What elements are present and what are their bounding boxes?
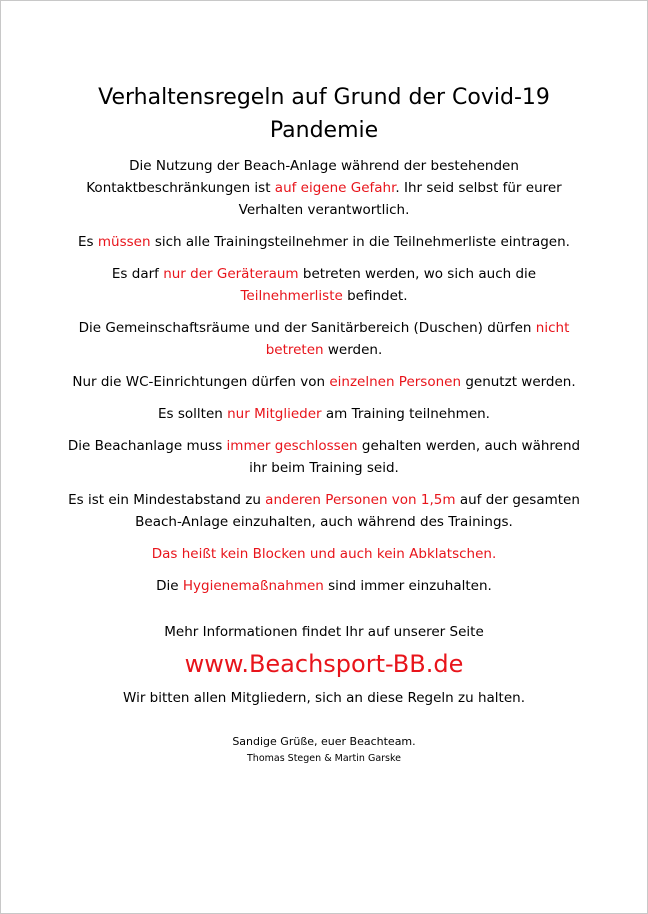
rule-text: Nur die WC-Einrichtungen dürfen von [72, 374, 330, 390]
rule-text: Die Gemeinschaftsräume und der Sanitärbereich (Duschen) dürfen [78, 320, 536, 336]
page-title [61, 81, 587, 147]
rule-text: Die Nutzung der Beach-Anlage während der bestehenden Kontaktbeschränkungen ist [86, 158, 519, 196]
rule-text: Es darf [111, 266, 164, 282]
rule-text: Die [156, 578, 183, 594]
rule-text: Es [78, 234, 98, 250]
title-line-1: Verhaltensregeln auf Grund der Covid-19 [98, 85, 550, 110]
highlighted-text: nicht betreten [265, 320, 570, 358]
closing-text: Wir bitten allen Mitgliedern, sich an diese Regeln zu halten. [123, 690, 525, 706]
title-line-2: Pandemie [269, 118, 379, 143]
rule-paragraph [61, 317, 587, 361]
rule-text: . Ihr seid selbst für eurer Verhalten verantwortlich. [238, 180, 562, 218]
highlighted-text: immer geschlossen [226, 438, 358, 454]
rule-text: genutzt werden. [461, 374, 576, 390]
rule-text: Die Beachanlage muss [67, 438, 227, 454]
highlighted-text: müssen [97, 234, 151, 250]
rules-list [61, 155, 587, 597]
rule-paragraph [61, 435, 587, 479]
highlighted-text: einzelnen Personen [329, 374, 462, 390]
rule-text: betreten werden, wo sich auch die [298, 266, 537, 282]
rule-text: gehalten werden, auch während ihr beim Training seid. [249, 438, 581, 476]
more-info-text: Mehr Informationen findet Ihr auf unserer Seite [164, 624, 484, 640]
rule-paragraph [61, 489, 587, 533]
highlighted-text: Teilnehmerliste [240, 288, 343, 304]
highlighted-text: nur Mitglieder [227, 406, 322, 422]
rule-text: Es sollten [158, 406, 228, 422]
rule-text: werden. [323, 342, 383, 358]
rule-paragraph [61, 155, 587, 221]
rule-text: sind immer einzuhalten. [323, 578, 492, 594]
rule-text: sich alle Trainingsteilnehmer in die Teilnehmerliste eintragen. [150, 234, 570, 250]
document-content [61, 81, 587, 767]
rule-paragraph [61, 231, 587, 253]
rule-paragraph [61, 543, 587, 565]
rule-paragraph [61, 371, 587, 393]
rule-paragraph [61, 263, 587, 307]
highlighted-text: Das heißt kein Blocken und auch kein Abklatschen. [151, 546, 497, 562]
rule-text: auf der gesamten Beach-Anlage einzuhalten, auch während des Trainings. [135, 492, 580, 530]
website-link[interactable]: www.Beachsport-BB.de [184, 650, 464, 678]
highlighted-text: nur der Geräteraum [163, 266, 299, 282]
signature-greeting: Sandige Grüße, euer Beachteam. [232, 735, 416, 748]
rule-text: am Training teilnehmen. [321, 406, 490, 422]
signature-names: Thomas Stegen & Martin Garske [247, 753, 401, 764]
rule-text: befindet. [342, 288, 408, 304]
highlighted-text: anderen Personen von 1,5m [265, 492, 456, 508]
rule-paragraph [61, 403, 587, 425]
rule-paragraph [61, 575, 587, 597]
highlighted-text: auf eigene Gefahr [274, 180, 396, 196]
highlighted-text: Hygienemaßnahmen [182, 578, 324, 594]
rule-text: Es ist ein Mindestabstand zu [68, 492, 266, 508]
